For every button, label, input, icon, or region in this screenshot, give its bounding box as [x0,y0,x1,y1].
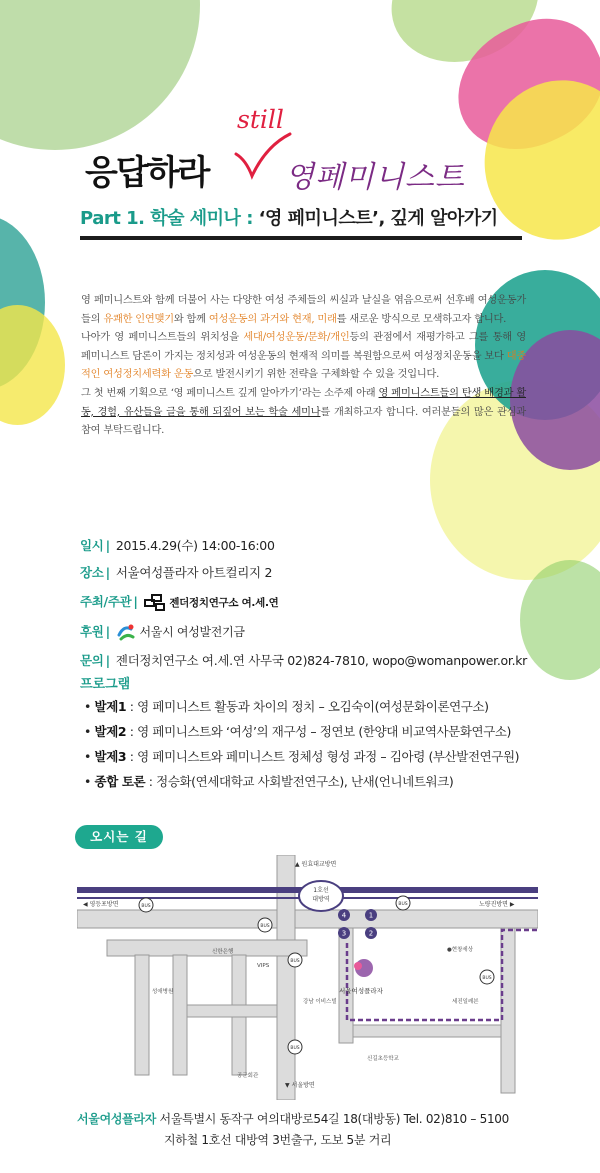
intro-paragraph-3 [81,385,526,441]
svg-text:BUS: BUS [141,904,151,909]
intro-p2-highlight-2: 대중적인 여성정치세력화 운동 [81,350,526,381]
date-value: 2015.4.29(수) 14:00-16:00 [115,538,275,553]
intro-paragraph-2 [81,329,526,385]
map-label: ●현창세상 [447,947,474,953]
exit-label: 1 [368,911,374,920]
info-place [80,563,272,581]
intro-paragraph-1 [81,292,526,329]
program-item-text: : 영 페미니스트와 ‘여성’의 재구성 – 정연보 (한양대 비교역사문화연구소) [126,724,512,739]
intro-p2-b: 등의 관점에서 재평가하고 그를 통해 영 페미니스트 담론이 가지는 정치성과 여성운동의 현재적 의미를 복원함으로써 여성정치운동을 보다 [81,332,526,362]
exit-label: 2 [368,929,374,938]
program-title: 프로그램 [80,677,131,692]
part-title [80,204,498,230]
svg-text:BUS: BUS [260,924,270,929]
intro-text [81,292,526,441]
map-label-west-road: ◀ 영등포방면 [83,901,119,908]
map-label: 신한은행 [212,949,234,955]
program-item-text: : 영 페미니스트 활동과 차이의 정치 – 오김숙이(여성문화이론연구소) [126,699,489,714]
separator: | [105,653,110,668]
info-sponsor [80,622,245,643]
map-label: 신길초등학교 [367,1056,399,1062]
intro-p2-highlight-1: 세대/여성운동/문화/개인 [243,332,350,344]
intro-p3-a: 그 첫 번째 기획으로 ‘영 페미니스트 깊게 알아가기’라는 소주제 아래 [81,387,379,399]
info-contact [80,651,527,669]
info-host [80,592,279,613]
map-label: 성애병원 [152,989,174,995]
svg-text:BUS: BUS [398,902,408,907]
decor-blob-green [0,0,200,150]
program-item: • 발제2 : 영 페미니스트와 ‘여성’의 재구성 – 정연보 (한양대 비교역사문화연구소) [84,724,512,739]
part-subtitle: ‘영 페미니스트’, 깊게 알아가기 [252,208,498,229]
intro-p2-a: 나아가 영 페미니스트들의 위치성을 [81,332,244,344]
program-item-key: 발제2 [94,724,127,739]
title-still: still [237,105,284,134]
part-label: Part 1. 학술 세미나 : [80,208,253,229]
host-label: 주최/주관 [80,594,132,609]
contact-value: 젠더정치연구소 여.세.연 사무국 02)824-7810, wopo@womanpower.or.kr [115,653,528,668]
contact-label: 문의 [80,653,104,668]
gender-politics-institute-logo-icon [144,593,166,613]
exit-label: 3 [341,929,347,938]
program-item-key: 종합 토론 [94,774,146,789]
map-label: VIPS [257,963,270,969]
intro-p1-highlight-2: 여성운동의 과거와 현재, 미래 [208,313,337,325]
intro-p2-c: 으로 발전시키기 위한 전략을 구체화할 수 있을 것입니다. [193,369,440,381]
intro-p1-c: 를 새로운 방식으로 모색하고자 합니다. [336,313,507,325]
title-young-feminist: 영페미니스트 [285,160,465,195]
program-item: • 발제3 : 영 페미니스트와 페미니스트 정체성 형성 과정 – 김아령 (부산발전연구원) [84,749,520,764]
separator: | [105,538,110,553]
sponsor-value: 서울시 여성발전기금 [139,625,245,639]
program-item-text: : 정승화(연세대학교 사회발전연구소), 난새(언니네트워크) [145,774,454,789]
seoul-city-logo-icon [116,623,136,643]
map-label: 세진일레븐 [452,999,479,1005]
sponsor-label: 후원 [80,624,104,639]
map-label: 공군회관 [237,1073,259,1079]
map-label-plaza: 서울여성플라자 [339,987,383,995]
map-label-north-road: ▲ 원효대교방면 [295,861,337,868]
place-label: 장소 [80,565,104,580]
intro-p1-highlight-1: 유쾌한 인연맺기 [103,313,174,325]
intro-p3-underline: 영 페미니스트들의 탄생 배경과 활동, 경험, 유산들을 글을 통해 되짚어 보는 학술 세미나 [81,387,526,418]
location-map [77,855,538,1100]
decor-blob-yellow-left [0,305,65,425]
venue-address: 서울특별시 동작구 여의대방로54길 18(대방동) Tel. 02)810 – 5100 [156,1112,509,1126]
svg-text:BUS: BUS [482,976,492,981]
intro-p1-b: 와 함께 [173,313,209,325]
info-date [80,536,275,554]
address-line-1 [77,1110,509,1127]
map-label: 강남 이비스빌 [303,999,337,1005]
host-value: 젠더정치연구소 여.세.연 [169,597,279,609]
program-item-key: 발제1 [94,699,127,714]
station-label: 1호선 [313,887,329,894]
separator: | [133,594,138,609]
program-item: • 종합 토론 : 정승화(연세대학교 사회발전연구소), 난새(언니네트워크) [84,774,454,789]
exit-label: 4 [341,911,347,920]
station-label-2: 대방역 [312,896,330,903]
svg-text:BUS: BUS [290,959,300,964]
address-line-2: 지하철 1호선 대방역 3번출구, 도보 5분 거리 [164,1133,392,1147]
svg-text:BUS: BUS [290,1046,300,1051]
date-label: 일시 [80,538,104,553]
separator: | [105,624,110,639]
intro-p3-b: 를 개최하고자 합니다. 여러분들의 많은 관심과 참여 부탁드립니다. [81,406,526,437]
venue-name: 서울여성플라자 [77,1112,157,1126]
title-underline [80,236,522,240]
program-item-text: : 영 페미니스트와 페미니스트 정체성 형성 과정 – 김아령 (부산발전연구원) [126,749,520,764]
separator: | [105,565,110,580]
check-mark-icon [232,132,292,182]
intro-p1-a: 영 페미니스트와 함께 더불어 사는 다양한 여성 주체들의 씨실과 날실을 엮음으로써 선후배 여성운동가들의 [81,295,526,325]
map-label-east-road: 노량진방면 ▶ [479,901,515,908]
title-main: 응답하라 [85,153,209,193]
directions-label: 오시는 길 [75,825,163,849]
place-value: 서울여성플라자 아트컬리지 2 [115,565,273,580]
map-label-south-road: ▼ 서울방면 [285,1082,315,1089]
program-item-key: 발제3 [94,749,127,764]
program-item: • 발제1 : 영 페미니스트 활동과 차이의 정치 – 오김숙이(여성문화이론연구소) [84,699,489,714]
plaza-marker-dot [354,962,362,970]
